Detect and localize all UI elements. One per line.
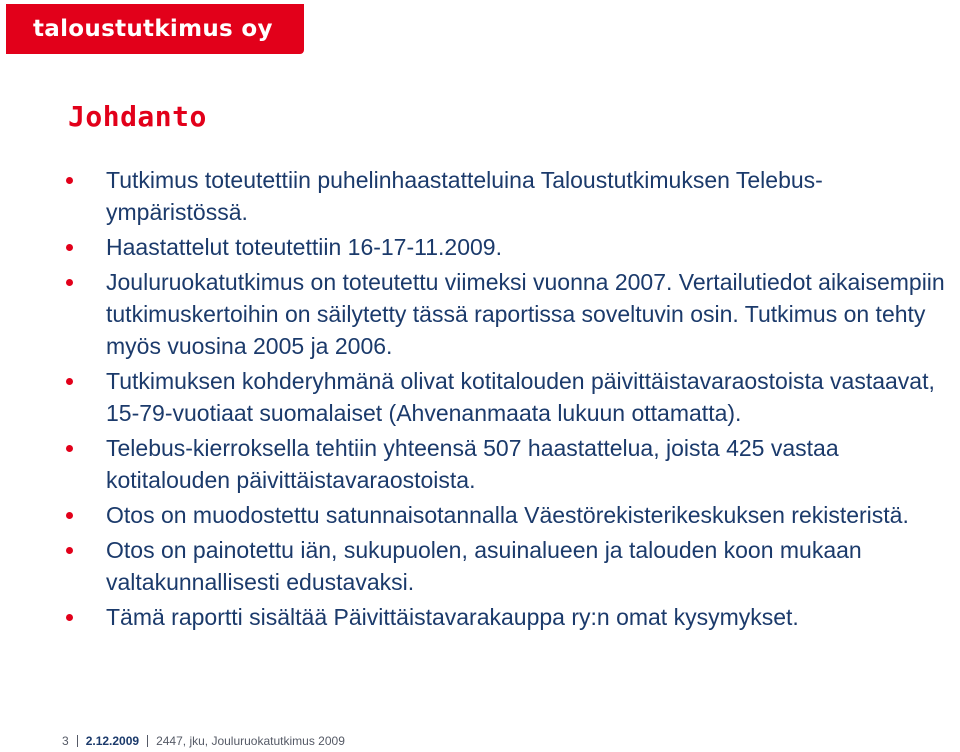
- bullet-dot: [66, 547, 73, 554]
- footer-separator: [77, 735, 78, 747]
- bullet-text: Haastattelut toteutettiin 16-17-11.2009.: [106, 234, 502, 260]
- bullet-text: Otos on muodostettu satunnaisotannalla Väestörekisterikeskuksen rekisteristä.: [106, 502, 909, 528]
- slide-title: Johdanto: [68, 100, 207, 133]
- company-logo: [6, 4, 304, 54]
- bullet-dot: [66, 614, 73, 621]
- bullet-text: Telebus-kierroksella tehtiin yhteensä 507 haastattelua, joista 425 vastaa kotitalouden päivittäistavaraostoista.: [106, 435, 839, 493]
- bullet-item: [66, 231, 956, 263]
- bullet-item: [66, 164, 956, 228]
- page-number: 3: [62, 734, 69, 748]
- slide-footer: [62, 734, 345, 748]
- bullet-text: Jouluruokatutkimus on toteutettu viimeksi vuonna 2007. Vertailutiedot aikaisempiin tutkimuskertoihin on säilytetty tässä raportissa soveltuvin osin. Tutkimus on tehty myös vuosina 2005 ja 2006.: [106, 269, 945, 359]
- bullet-item: [66, 499, 956, 531]
- bullet-item: [66, 365, 956, 429]
- footer-project: 2447, jku, Jouluruokatutkimus 2009: [156, 734, 345, 748]
- logo-text: taloustutkimus oy: [33, 16, 273, 42]
- bullet-item: [66, 266, 956, 362]
- bullet-dot: [66, 279, 73, 286]
- bullet-dot: [66, 445, 73, 452]
- footer-separator: [147, 735, 148, 747]
- bullet-item: [66, 534, 956, 598]
- bullet-text: Tutkimuksen kohderyhmänä olivat kotitalouden päivittäistavaraostoista vastaavat, 15-79-vuotiaat suomalaiset (Ahvenanmaata lukuun ottamatta).: [106, 368, 935, 426]
- bullet-text: Otos on painotettu iän, sukupuolen, asuinalueen ja talouden koon mukaan valtakunnallisesti edustavaksi.: [106, 537, 862, 595]
- footer-date: 2.12.2009: [85, 734, 140, 748]
- bullet-dot: [66, 244, 73, 251]
- bullet-dot: [66, 177, 73, 184]
- bullet-dot: [66, 512, 73, 519]
- bullet-item: [66, 601, 956, 633]
- bullet-text: Tämä raportti sisältää Päivittäistavarakauppa ry:n omat kysymykset.: [106, 604, 799, 630]
- bullet-text: Tutkimus toteutettiin puhelinhaastatteluina Taloustutkimuksen Telebus-ympäristössä.: [106, 167, 823, 225]
- bullet-list: [66, 164, 956, 636]
- bullet-item: [66, 432, 956, 496]
- bullet-dot: [66, 378, 73, 385]
